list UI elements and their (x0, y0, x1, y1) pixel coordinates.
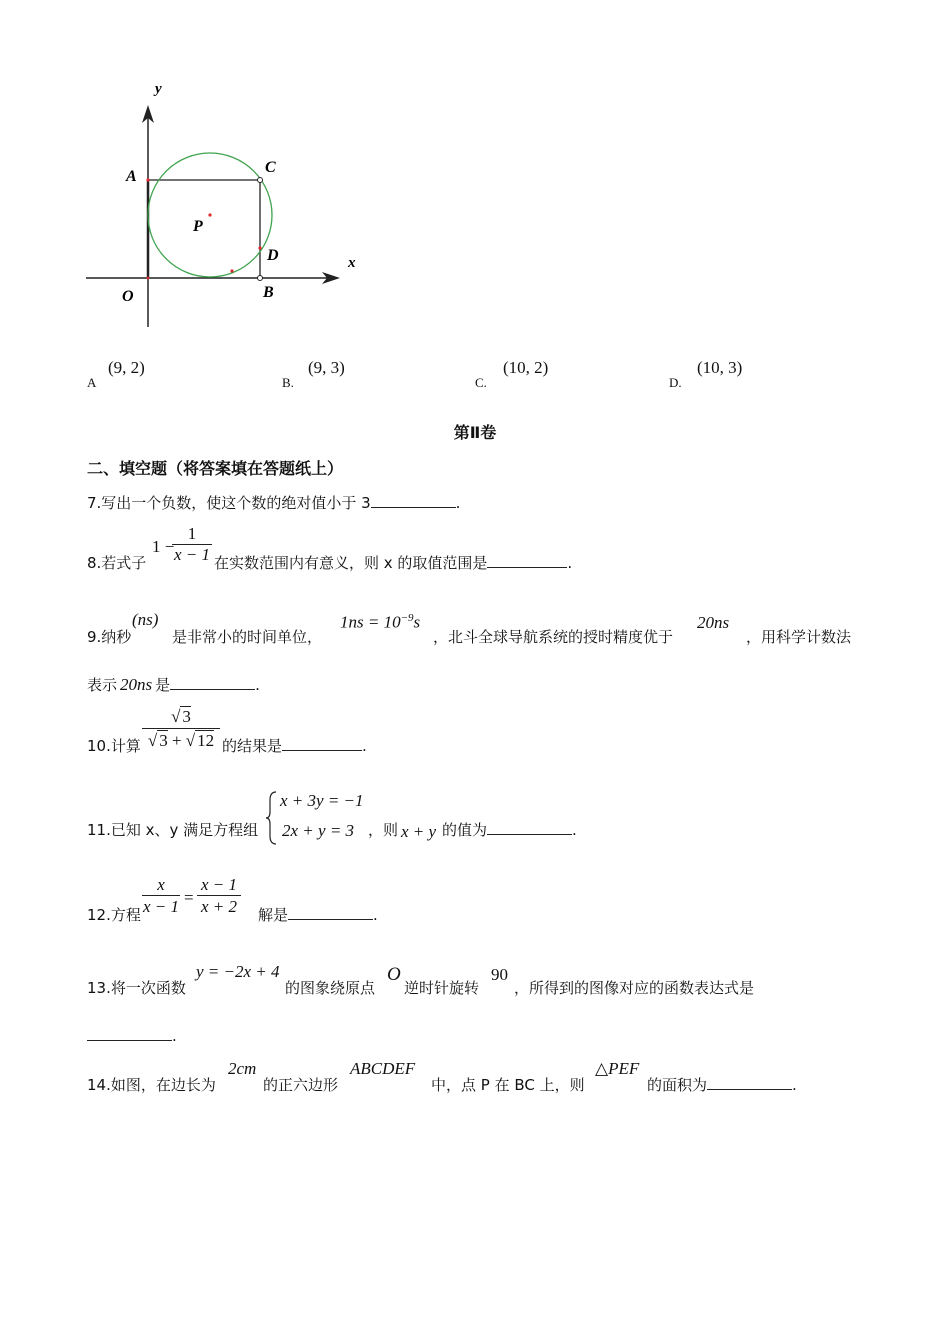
label-P: P (193, 218, 203, 235)
q9-prefix: 9.纳秒 (87, 628, 132, 646)
option-c-value[interactable]: (10, 2) (503, 358, 549, 377)
q8-numerator: 1 (187, 524, 197, 543)
question-12 (258, 904, 378, 925)
point-C-dot (258, 178, 263, 183)
q13-suffix: ，所得到的图像对应的函数表达式是 (514, 979, 755, 997)
coordinate-figure (80, 75, 380, 335)
q8-one-minus: 1 − (152, 537, 175, 556)
label-O: O (122, 288, 134, 305)
q8-prefix: 8.若式子 (87, 554, 147, 572)
q14-mid2: 中，点 P 在 BC 上，则 (431, 1076, 585, 1094)
q13-end: . (172, 1027, 177, 1045)
q10-denominator: √ 3 + √ 12 (147, 731, 215, 750)
label-B: B (263, 284, 274, 301)
q9-ns: (ns) (132, 610, 159, 629)
option-c-letter[interactable]: C. (475, 375, 487, 390)
q12-left-den: x − 1 (142, 897, 180, 916)
q12-left-fraction (142, 875, 180, 918)
q9-eq-a: 1ns = 10 (340, 612, 401, 632)
point-B-dot (258, 276, 263, 281)
point-P-dot (208, 213, 211, 216)
q13-mid2: 逆时针旋转 (404, 979, 480, 997)
q9-line2-val: 20ns (120, 675, 153, 694)
q11-end: . (572, 821, 577, 839)
q9-mid3: ，用科学计数法 (746, 628, 852, 646)
volume-title: 第Ⅱ卷 (453, 423, 497, 442)
q12-prefix: 12.方程 (87, 906, 141, 924)
label-C: C (265, 159, 276, 176)
q9-equation (340, 612, 420, 633)
q14-text: 的面积为 (647, 1076, 708, 1094)
q9-end: . (255, 676, 260, 694)
q14-mid1: 的正六边形 (263, 1076, 339, 1094)
q10-answer-blank[interactable] (282, 750, 362, 751)
section-title: 二、填空题（将答案填在答题纸上） (87, 459, 344, 478)
q9-mid1: 是非常小的时间单位， (172, 628, 323, 646)
q12-right-den: x + 2 (200, 897, 238, 916)
tangent-point-dot (230, 269, 233, 272)
q12-text: 解是 (258, 906, 289, 924)
q8-end: . (567, 554, 573, 572)
q13-origin: O (387, 964, 401, 985)
question-11 (442, 819, 577, 840)
q8-text: 在实数范围内有意义，则 x 的取值范围是 (214, 554, 488, 572)
q12-answer-blank[interactable] (288, 919, 373, 920)
q12-end: . (373, 906, 378, 924)
q11-answer-blank[interactable] (487, 834, 572, 835)
q13-prefix: 13.将一次函数 (87, 979, 186, 997)
q12-right-num: x − 1 (200, 875, 238, 894)
question-14 (647, 1074, 797, 1095)
option-b-letter[interactable]: B. (282, 375, 294, 390)
q10-prefix: 10.计算 (87, 737, 141, 755)
q12-left-num: x (157, 875, 165, 894)
question-9-line2 (87, 674, 260, 695)
q13-answer-blank[interactable] (87, 1040, 172, 1041)
point-A-dot (146, 178, 149, 181)
question-10 (222, 735, 367, 756)
question-7 (87, 492, 460, 513)
q11-eq1: x + 3y = −1 (280, 791, 364, 810)
q7-end: . (455, 494, 461, 512)
q14-prefix: 14.如图，在边长为 (87, 1076, 216, 1094)
q9-answer-blank[interactable] (170, 689, 255, 690)
label-y: y (155, 81, 162, 97)
q10-fraction (142, 706, 220, 753)
q12-right-fraction (197, 875, 241, 918)
q11-brace (266, 790, 278, 846)
point-D-dot (258, 246, 261, 249)
q10-text: 的结果是 (222, 737, 283, 755)
label-A: A (126, 168, 137, 185)
q9-line2-suffix: 是 (155, 676, 171, 694)
q8-fraction (172, 524, 212, 565)
question-8 (214, 552, 572, 573)
question-13-line2 (87, 1027, 177, 1045)
q13-func: y = −2x + 4 (196, 962, 280, 981)
q11-text: 的值为 (442, 821, 488, 839)
q9-mid2: ，北斗全球导航系统的授时精度优于 (433, 628, 674, 646)
q9-20ns: 20ns (697, 613, 730, 632)
q14-tri: △PEF (595, 1059, 640, 1078)
q11-mid: ，则 (368, 821, 399, 839)
q7-answer-blank[interactable] (371, 507, 456, 508)
q7-text: 7.写出一个负数，使这个数的绝对值小于 3 (87, 494, 371, 512)
label-x: x (348, 255, 356, 271)
q10-num-radicand: 3 (182, 707, 191, 726)
q10-den-rad1: 3 (159, 731, 168, 750)
q11-expr: x + y (401, 822, 437, 841)
label-D: D (267, 247, 279, 264)
origin-dot (147, 277, 150, 280)
option-a-letter[interactable]: A (87, 375, 97, 390)
option-a-value[interactable]: (9, 2) (108, 358, 145, 377)
q14-hex: ABCDEF (350, 1059, 416, 1078)
option-b-value[interactable]: (9, 3) (308, 358, 345, 377)
q14-end: . (792, 1076, 797, 1094)
q10-numerator: √ 3 (171, 707, 191, 726)
option-d-letter[interactable]: D. (669, 375, 682, 390)
q11-eq2: 2x + y = 3 (282, 821, 355, 840)
q8-answer-blank[interactable] (487, 567, 567, 568)
q12-equals: = (184, 888, 194, 907)
q13-mid1: 的图象绕原点 (285, 979, 376, 997)
q10-end: . (362, 737, 367, 755)
q9-eq-b: s (413, 612, 421, 632)
q8-denominator: x − 1 (173, 545, 211, 564)
q10-den-rad2: 12 (197, 731, 215, 750)
option-d-value[interactable]: (10, 3) (697, 358, 743, 377)
q14-len: 2cm (228, 1059, 257, 1078)
q11-prefix: 11.已知 x、y 满足方程组 (87, 821, 259, 839)
q10-den-plus: + (171, 731, 182, 750)
q13-angle: 90 (491, 965, 508, 984)
q9-eq-exp: −9 (400, 612, 414, 624)
q14-answer-blank[interactable] (707, 1089, 792, 1090)
q9-line2-prefix: 表示 (87, 676, 118, 694)
